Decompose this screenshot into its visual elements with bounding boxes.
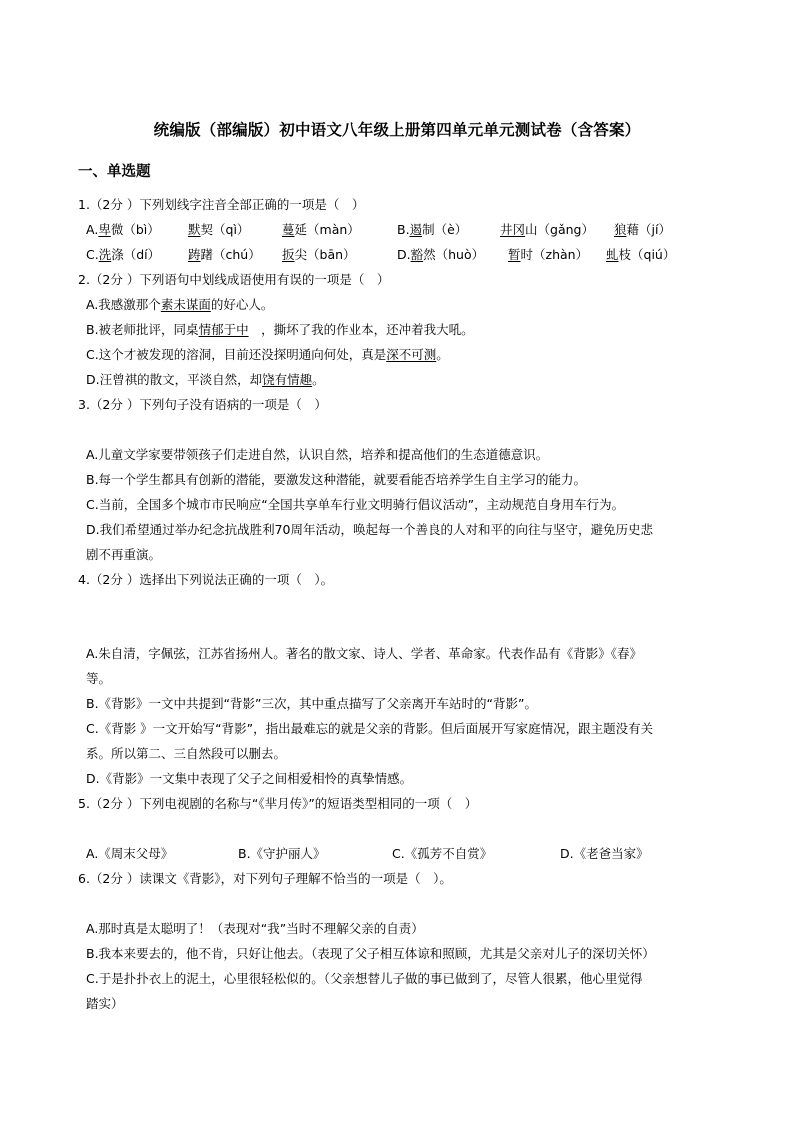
q1-option-a-3: 蔓延（màn） xyxy=(282,222,360,237)
q3-option-a: A.儿童文学家要带领孩子们走进自然，认识自然，培养和提高他们的生态道德意识。 xyxy=(86,447,549,462)
q3-option-d-line1: D.我们希望通过举办纪念抗战胜利70周年活动，唤起每一个善良的人对和平的向往与坚守，避免历史悲 xyxy=(86,522,654,537)
q3-option-c: C.当前，全国多个城市市民响应“全国共享单车行业文明骑行倡议活动”，主动规范自身用车行为。 xyxy=(86,497,625,512)
q2-option-c: C.这个才被发现的溶洞，目前还没探明通向何处，真是深不可测。 xyxy=(86,347,449,362)
q1-option-b-3: 狼藉（jí） xyxy=(614,222,671,237)
q5-option-a: A.《周末父母》 xyxy=(86,846,174,861)
q1-option-b-2: 井冈山（gǎng） xyxy=(500,222,594,237)
q1-option-c-1: C.洗涤（dí） xyxy=(86,247,161,262)
q6-stem: 6.（2分 ）读课文《背影》，对下列句子理解不恰当的一项是（ ）。 xyxy=(78,871,452,886)
q3-option-d-line2: 剧不再重演。 xyxy=(86,547,162,562)
q1-option-b-1: B.遏制（è） xyxy=(397,222,468,237)
q2-option-d: D.汪曾祺的散文，平淡自然，却饶有情趣。 xyxy=(86,372,325,387)
q3-option-b: B.每一个学生都具有创新的潜能，要激发这种潜能，就要看能否培养学生自主学习的能力。 xyxy=(86,472,587,487)
q2-option-a: A.我感激那个素未谋面的好心人。 xyxy=(86,297,274,312)
q4-option-a-line1: A.朱自清，字佩弦，江苏省扬州人。著名的散文家、诗人、学者、革命家。代表作品有《背影》《春》 xyxy=(86,646,643,661)
q5-stem: 5.（2分 ）下列电视剧的名称与“《芈月传》”的短语类型相同的一项（ ） xyxy=(78,796,478,811)
q1-option-a-1: A.卑微（bì） xyxy=(86,222,160,237)
q4-option-c-line1: C.《背影 》一文开始写“背影”，指出最难忘的就是父亲的背影。但后面展开写家庭情况，跟主题没有关 xyxy=(86,721,654,736)
q6-option-a: A.那时真是太聪明了！（表现对“我”当时不理解父亲的自责） xyxy=(86,921,424,936)
q6-option-c-line1: C.于是扑扑衣上的泥土，心里很轻松似的。（父亲想替儿子做的事已做到了，尽管人很累，他心里觉得 xyxy=(86,971,643,986)
q2-stem: 2.（2分 ）下列语句中划线成语使用有误的一项是（ ） xyxy=(78,272,390,287)
q6-option-c-line2: 踏实） xyxy=(86,996,124,1011)
q1-stem: 1.（2分 ）下列划线字注音全部正确的一项是（ ） xyxy=(78,197,365,212)
q1-option-d-3: 虬枝（qiú） xyxy=(606,247,676,262)
q1-option-a-2: 默契（qì） xyxy=(188,222,250,237)
q4-option-a-line2: 等。 xyxy=(86,671,112,686)
q2-option-b: B.被老师批评，同桌情郁于中 ，撕坏了我的作业本，还冲着我大吼。 xyxy=(86,322,474,337)
q5-option-d: D.《老爸当家》 xyxy=(560,846,649,861)
q4-option-c-line2: 系。所以第二、三自然段可以删去。 xyxy=(86,746,287,761)
q4-option-b: B.《背影》一文中共提到“背影”三次，其中重点描写了父亲离开车站时的“背影”。 xyxy=(86,696,537,711)
q5-option-b: B.《守护丽人》 xyxy=(238,846,326,861)
q1-option-d-2: 暂时（zhàn） xyxy=(508,247,589,262)
section-heading: 一、单选题 xyxy=(78,164,151,180)
q4-option-d: D.《背影》一文集中表现了父子之间相爱相怜的真挚情感。 xyxy=(86,771,413,786)
q3-stem: 3.（2分 ）下列句子没有语病的一项是（ ） xyxy=(78,397,327,412)
q1-option-c-3: 扳尖（bān） xyxy=(282,247,356,262)
q1-option-c-2: 踌躇（chú） xyxy=(188,247,261,262)
q1-option-d-1: D.豁然（huò） xyxy=(397,247,485,262)
page-title: 统编版（部编版）初中语文八年级上册第四单元单元测试卷（含答案） xyxy=(153,121,641,139)
q5-option-c: C.《孤芳不自赏》 xyxy=(392,846,493,861)
q4-stem: 4.（2分 ）选择出下列说法正确的一项（ ）。 xyxy=(78,572,334,587)
q6-option-b: B.我本来要去的，他不肯，只好让他去。（表现了父子相互体谅和照顾，尤其是父亲对儿子的深切关怀） xyxy=(86,946,655,961)
